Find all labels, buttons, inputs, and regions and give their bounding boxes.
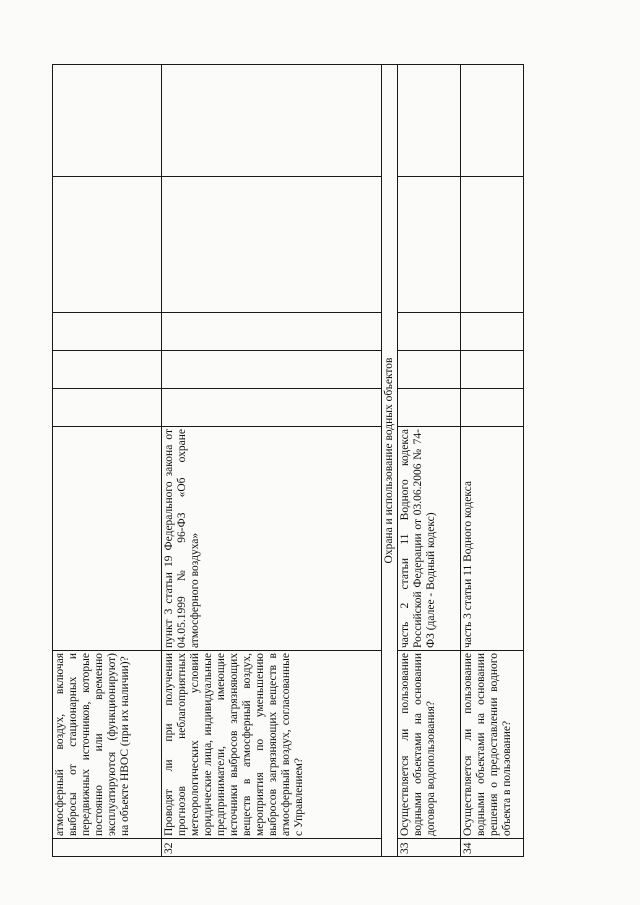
table-row: [162, 65, 382, 857]
answer-na-cell: [461, 313, 524, 351]
table-row: [53, 65, 162, 857]
table-row: [461, 65, 524, 857]
answer-yes-cell: [461, 389, 524, 427]
answer-no-cell: [398, 351, 461, 389]
answer-na-cell: [162, 313, 382, 351]
notes-cell: [398, 177, 461, 313]
answer-no-cell: [461, 351, 524, 389]
table-row: [398, 65, 461, 857]
remarks-cell: [461, 65, 524, 177]
rotated-table-frame: [52, 65, 530, 857]
answer-na-cell: [398, 313, 461, 351]
answer-na-cell: [53, 313, 162, 351]
remarks-cell: [398, 65, 461, 177]
law-cell: пункт 3 статьи 19 Федерального закона от 04.05.1999 № 96-ФЗ «Об охране атмосферного воздуха»: [162, 427, 382, 651]
notes-cell: [461, 177, 524, 313]
question-cell: атмосферный воздух, включая выбросы от стационарных и передвижных источников, которые постоянно или временно эксплуатируются (функционируют) на объекте НВОС (при их наличии)?: [53, 651, 162, 839]
question-cell: Осуществляется ли пользование водными объектами на основании решения о предоставлении водного объекта в пользование?: [461, 651, 524, 839]
answer-no-cell: [53, 351, 162, 389]
checklist-table: [52, 64, 524, 857]
row-number: [53, 839, 162, 857]
row-number: 32: [162, 839, 382, 857]
notes-cell: [53, 177, 162, 313]
answer-yes-cell: [53, 389, 162, 427]
question-cell: Осуществляется ли пользование водными объектами на основании договора водопользования?: [398, 651, 461, 839]
law-cell: [53, 427, 162, 651]
section-title: Охрана и использование водных объектов: [382, 65, 398, 857]
answer-no-cell: [162, 351, 382, 389]
row-number: 34: [461, 839, 524, 857]
answer-yes-cell: [162, 389, 382, 427]
notes-cell: [162, 177, 382, 313]
remarks-cell: [162, 65, 382, 177]
law-cell: часть 2 статьи 11 Водного кодекса Российской Федерации от 03.06.2006 № 74-ФЗ (далее - Водный кодекс): [398, 427, 461, 651]
remarks-cell: [53, 65, 162, 177]
section-header-row: [382, 65, 398, 857]
question-cell: Проводят ли при получении прогнозов неблагоприятных метеорологических условий юридические лица, индивидуальные предприниматели, имеющие источники выбросов загрязняющих веществ в атмосферный воздух, мероприятия по уменьшению выбросов загрязняющих веществ в атмосферный воздух, согласованные с Управлением?: [162, 651, 382, 839]
row-number: 33: [398, 839, 461, 857]
answer-yes-cell: [398, 389, 461, 427]
law-cell: часть 3 статьи 11 Водного кодекса: [461, 427, 524, 651]
